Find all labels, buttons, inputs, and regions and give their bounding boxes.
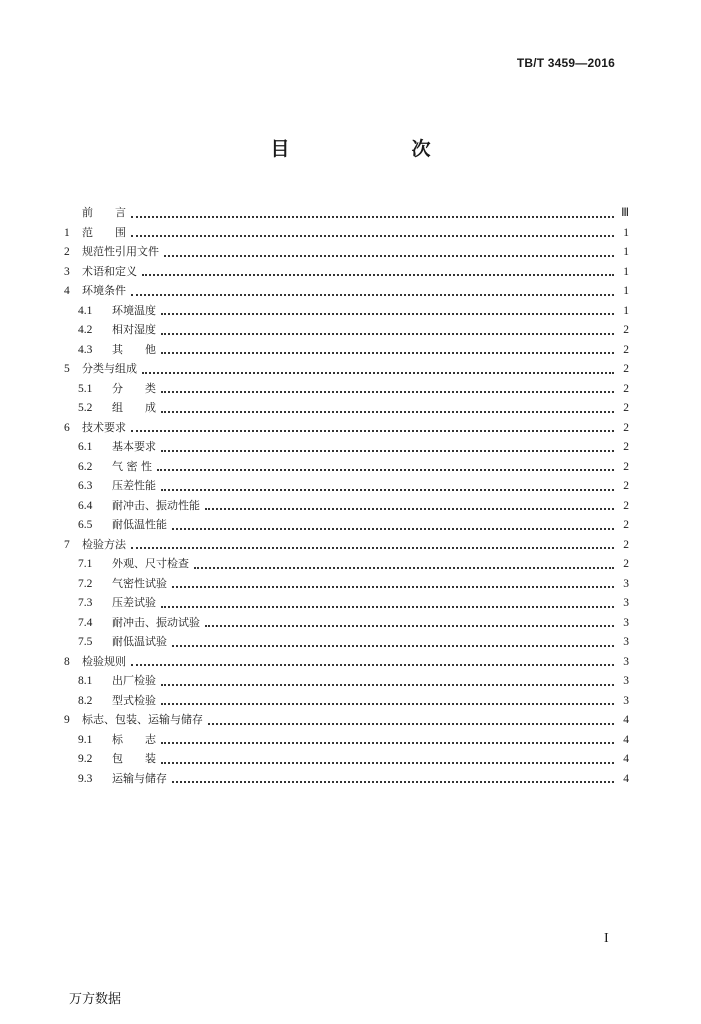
toc-entry-page: 3: [623, 616, 629, 629]
toc-entry-number: 6.4: [78, 499, 93, 512]
toc-entry-number: 1: [64, 226, 70, 239]
toc-entry-page: 4: [623, 772, 629, 785]
toc-entry[interactable]: [64, 574, 629, 594]
toc-entry[interactable]: [64, 398, 629, 418]
toc-entry[interactable]: [64, 632, 629, 652]
toc-entry-label: 范 围: [82, 225, 126, 239]
watermark: 万方数据: [69, 992, 122, 1007]
toc-entry-label: 检验规则: [82, 654, 126, 668]
toc-entry-label: 环境温度: [112, 303, 156, 317]
toc-leader-dots: [131, 223, 614, 237]
toc-leader-dots: [161, 321, 614, 335]
toc-entry-number: 9.2: [78, 753, 93, 765]
page-folio: I: [604, 931, 609, 946]
toc-entry-number: 7.5: [78, 636, 93, 648]
toc-entry-number: 7.4: [78, 616, 93, 629]
toc-entry-number: 6.1: [78, 441, 93, 453]
toc-entry-page: 2: [623, 343, 629, 356]
toc-entry-page: 2: [623, 324, 629, 336]
toc-entry-number: 8.2: [78, 694, 93, 707]
toc-entry[interactable]: [64, 652, 629, 672]
toc-entry[interactable]: [64, 535, 629, 555]
toc-entry-number: 5.2: [78, 402, 93, 414]
toc-leader-dots: [131, 282, 614, 296]
toc-entry[interactable]: [64, 730, 629, 750]
toc-entry-page: 3: [623, 675, 629, 687]
toc-entry-number: 6.2: [78, 460, 93, 473]
toc-entry-page: 2: [623, 421, 629, 434]
toc-entry-page: 4: [623, 733, 629, 746]
toc-leader-dots: [131, 418, 614, 432]
toc-entry-label: 基本要求: [112, 440, 156, 453]
toc-entry[interactable]: [64, 203, 629, 223]
toc-entry-label: 耐冲击、振动试验: [112, 615, 200, 629]
toc-entry-page: 2: [623, 460, 629, 473]
toc-entry[interactable]: [64, 671, 629, 691]
toc-entry-number: 7: [64, 538, 70, 551]
toc-entry-page: 3: [623, 636, 629, 648]
toc-entry-label: 耐低温试验: [112, 635, 167, 648]
toc-entry-page: 3: [623, 597, 629, 609]
toc-entry-number: 5: [64, 363, 70, 375]
toc-leader-dots: [161, 594, 614, 608]
toc-entry[interactable]: [64, 242, 629, 262]
toc-entry-page: Ⅲ: [621, 207, 629, 219]
toc-entry-label: 环境条件: [82, 284, 126, 297]
toc-entry-label: 压差试验: [112, 596, 156, 609]
toc-leader-dots: [161, 399, 614, 413]
toc-leader-dots: [142, 360, 614, 374]
toc-leader-dots: [161, 438, 614, 452]
toc-entry[interactable]: [64, 340, 629, 360]
toc-entry-label: 运输与储存: [112, 771, 167, 785]
toc-entry[interactable]: [64, 379, 629, 399]
toc-entry[interactable]: [64, 437, 629, 457]
toc-entry-number: 8: [64, 655, 70, 668]
toc-leader-dots: [161, 379, 614, 393]
toc-leader-dots: [194, 555, 614, 569]
toc-entry[interactable]: [64, 359, 629, 379]
toc-entry-label: 耐低温性能: [112, 518, 167, 531]
toc-entry-label: 外观、尺寸检查: [112, 557, 189, 570]
toc-entry-number: 9.1: [78, 733, 93, 746]
toc-entry-label: 气密性试验: [112, 576, 167, 590]
toc-leader-dots: [208, 711, 614, 725]
toc-leader-dots: [142, 262, 614, 276]
toc-entry-label: 出厂检验: [112, 674, 156, 687]
toc-leader-dots: [161, 691, 614, 705]
toc-entry-label: 标 志: [112, 732, 156, 746]
toc-entry-label: 分类与组成: [82, 362, 137, 375]
toc-entry-number: 4.3: [78, 343, 93, 356]
page-title: 目 次: [270, 138, 459, 160]
toc-entry-label: 规范性引用文件: [82, 245, 159, 258]
toc-entry[interactable]: [64, 476, 629, 496]
toc-leader-dots: [172, 633, 614, 647]
toc-entry-number: 5.1: [78, 382, 93, 395]
toc-entry-label: 术语和定义: [82, 264, 137, 278]
toc-entry[interactable]: [64, 457, 629, 477]
toc-entry-label: 压差性能: [112, 479, 156, 492]
toc-entry[interactable]: [64, 769, 629, 789]
toc-entry-number: 4: [64, 285, 70, 297]
toc-entry-page: 1: [623, 304, 629, 317]
toc-leader-dots: [172, 516, 614, 530]
toc-entry-number: 4.2: [78, 324, 93, 336]
toc-entry-page: 4: [623, 714, 629, 726]
toc-entry-page: 1: [623, 246, 629, 258]
toc-entry[interactable]: [64, 223, 629, 243]
toc-entry-label: 检验方法: [82, 537, 126, 551]
toc-entry-label: 分 类: [112, 381, 156, 395]
toc-entry-number: 6.3: [78, 480, 93, 492]
table-of-contents: [64, 203, 629, 788]
toc-entry-number: 4.1: [78, 304, 93, 317]
toc-entry-label: 组 成: [112, 401, 156, 414]
toc-entry-number: 7.1: [78, 558, 93, 570]
toc-entry-label: 技术要求: [82, 420, 126, 434]
toc-entry-label: 标志、包装、运输与储存: [82, 713, 203, 726]
toc-entry[interactable]: [64, 554, 629, 574]
toc-entry-number: 3: [64, 265, 70, 278]
toc-entry-page: 1: [623, 226, 629, 239]
toc-entry-page: 3: [623, 577, 629, 590]
toc-leader-dots: [131, 652, 614, 666]
toc-leader-dots: [205, 496, 614, 510]
toc-leader-dots: [172, 769, 614, 783]
toc-entry-page: 2: [623, 558, 629, 570]
toc-leader-dots: [172, 574, 614, 588]
toc-leader-dots: [131, 535, 614, 549]
toc-entry-page: 4: [623, 753, 629, 765]
toc-entry[interactable]: [64, 418, 629, 438]
toc-entry-number: 7.2: [78, 577, 93, 590]
toc-entry-page: 1: [623, 285, 629, 297]
toc-entry-page: 3: [623, 694, 629, 707]
toc-entry[interactable]: [64, 320, 629, 340]
toc-entry[interactable]: [64, 281, 629, 301]
toc-leader-dots: [161, 301, 614, 315]
toc-entry-label: 相对湿度: [112, 323, 156, 336]
toc-entry[interactable]: [64, 262, 629, 282]
toc-entry[interactable]: [64, 710, 629, 730]
toc-entry-number: 9: [64, 714, 70, 726]
toc-entry-page: 2: [623, 402, 629, 414]
toc-entry-label: 型式检验: [112, 693, 156, 707]
toc-entry-number: 2: [64, 246, 70, 258]
toc-entry[interactable]: [64, 613, 629, 633]
toc-entry-number: 9.3: [78, 772, 93, 785]
standard-number: TB/T 3459—2016: [516, 56, 615, 70]
toc-entry-label: 前 言: [82, 206, 126, 219]
toc-entry-page: 2: [623, 519, 629, 531]
toc-entry[interactable]: [64, 515, 629, 535]
toc-entry-page: 2: [623, 382, 629, 395]
toc-entry-page: 1: [623, 265, 629, 278]
toc-entry-page: 2: [623, 363, 629, 375]
toc-entry-page: 2: [623, 499, 629, 512]
toc-entry-number: 6.5: [78, 519, 93, 531]
toc-entry-label: 其 他: [112, 342, 156, 356]
toc-leader-dots: [131, 204, 614, 218]
toc-entry[interactable]: [64, 593, 629, 613]
toc-leader-dots: [161, 730, 614, 744]
toc-entry[interactable]: [64, 496, 629, 516]
toc-leader-dots: [157, 457, 614, 471]
toc-leader-dots: [161, 672, 614, 686]
toc-entry-number: 8.1: [78, 675, 93, 687]
toc-leader-dots: [161, 477, 614, 491]
toc-entry[interactable]: [64, 691, 629, 711]
toc-leader-dots: [161, 340, 614, 354]
toc-leader-dots: [205, 613, 614, 627]
toc-entry-label: 包 装: [112, 752, 156, 765]
toc-entry-page: 2: [623, 441, 629, 453]
toc-entry-number: 6: [64, 421, 70, 434]
toc-entry-number: 7.3: [78, 597, 93, 609]
toc-entry-page: 2: [623, 480, 629, 492]
toc-leader-dots: [164, 243, 614, 257]
toc-entry-label: 气 密 性: [112, 459, 152, 473]
toc-leader-dots: [161, 750, 614, 764]
toc-entry-label: 耐冲击、振动性能: [112, 498, 200, 512]
toc-entry-page: 3: [623, 655, 629, 668]
toc-entry[interactable]: [64, 301, 629, 321]
toc-entry-page: 2: [623, 538, 629, 551]
toc-entry[interactable]: [64, 749, 629, 769]
